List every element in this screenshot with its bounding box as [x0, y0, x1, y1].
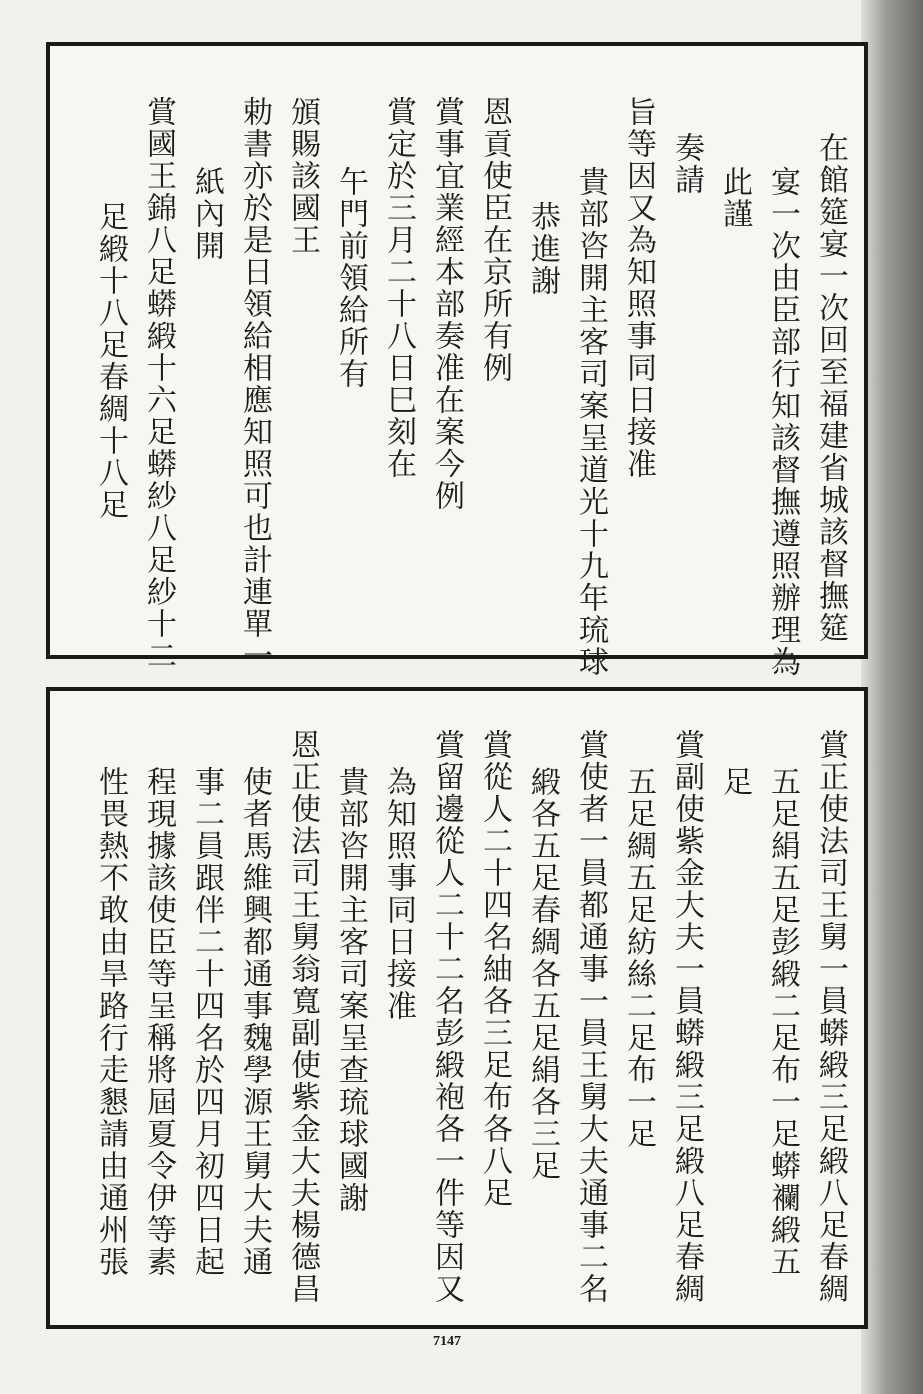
text-column: 貴部咨開主客司案呈查琉球國謝: [333, 766, 368, 1214]
text-column: 賞留邊從人二十二名彭緞袍各一件等因又: [429, 729, 464, 1305]
text-column: 緞各五足春綢各五足絹各三足: [525, 766, 560, 1182]
text-column: 足: [717, 766, 752, 798]
upper-text-frame: [46, 42, 868, 678]
text-column: 使者馬維興都通事魏學源王舅大夫通: [237, 766, 272, 1278]
text-column: 五足絹五足彭緞二足布一足蟒襴緞五: [765, 766, 800, 1278]
text-column: 賞事宜業經本部奏准在案今例: [429, 96, 464, 512]
text-column: 賞使者一員都通事一員王舅大夫通事二名: [573, 729, 608, 1305]
text-column: 宴一次由臣部行知該督撫遵照辦理為: [765, 166, 800, 678]
text-column: 奏請: [669, 132, 704, 196]
text-column: 勅書亦於是日領給相應知照可也計連單一: [237, 96, 272, 672]
text-column: 足緞十八足春綢十八足: [93, 201, 128, 521]
text-column: 程現據該使臣等呈稱將屆夏令伊等素: [141, 766, 176, 1278]
text-column: 賞定於三月二十八日巳刻在: [381, 96, 416, 480]
text-column: 賞副使紫金大夫一員蟒緞三足緞八足春綢: [669, 729, 704, 1305]
text-column: 頒賜該國王: [285, 96, 320, 256]
lower-text-frame: [46, 687, 868, 1329]
text-column: 五足綢五足紡絲二足布一足: [621, 766, 656, 1150]
text-column: 賞國王錦八足蟒緞十六足蟒紗八足紗十二: [141, 96, 176, 672]
book-spine-shadow: [861, 0, 923, 1394]
text-column: 在館筵宴一次回至福建省城該督撫筵: [813, 132, 848, 644]
text-column: 午門前領給所有: [333, 166, 368, 390]
page-number: 7147: [433, 1334, 461, 1349]
text-column: 為知照事同日接准: [381, 766, 416, 1022]
text-column: 旨等因又為知照事同日接准: [621, 96, 656, 480]
text-column: 事二員跟伴二十四名於四月初四日起: [189, 766, 224, 1278]
lower-text-columns: [50, 691, 864, 1325]
upper-text-columns: [50, 46, 864, 678]
text-column: 賞正使法司王舅一員蟒緞三足緞八足春綢: [813, 729, 848, 1305]
text-column: 此謹: [717, 166, 752, 230]
text-column: 性畏熱不敢由旱路行走懇請由通州張: [93, 766, 128, 1278]
text-column: 恭進謝: [525, 201, 560, 297]
text-column: 紙內開: [189, 166, 224, 262]
text-column: 貴部咨開主客司案呈道光十九年琉球: [573, 166, 608, 678]
text-column: 恩貢使臣在京所有例: [477, 96, 512, 384]
text-column: 恩正使法司王舅翁寬副使紫金大夫楊德昌: [285, 729, 320, 1305]
text-column: 賞從人二十四名紬各三足布各八足: [477, 729, 512, 1209]
